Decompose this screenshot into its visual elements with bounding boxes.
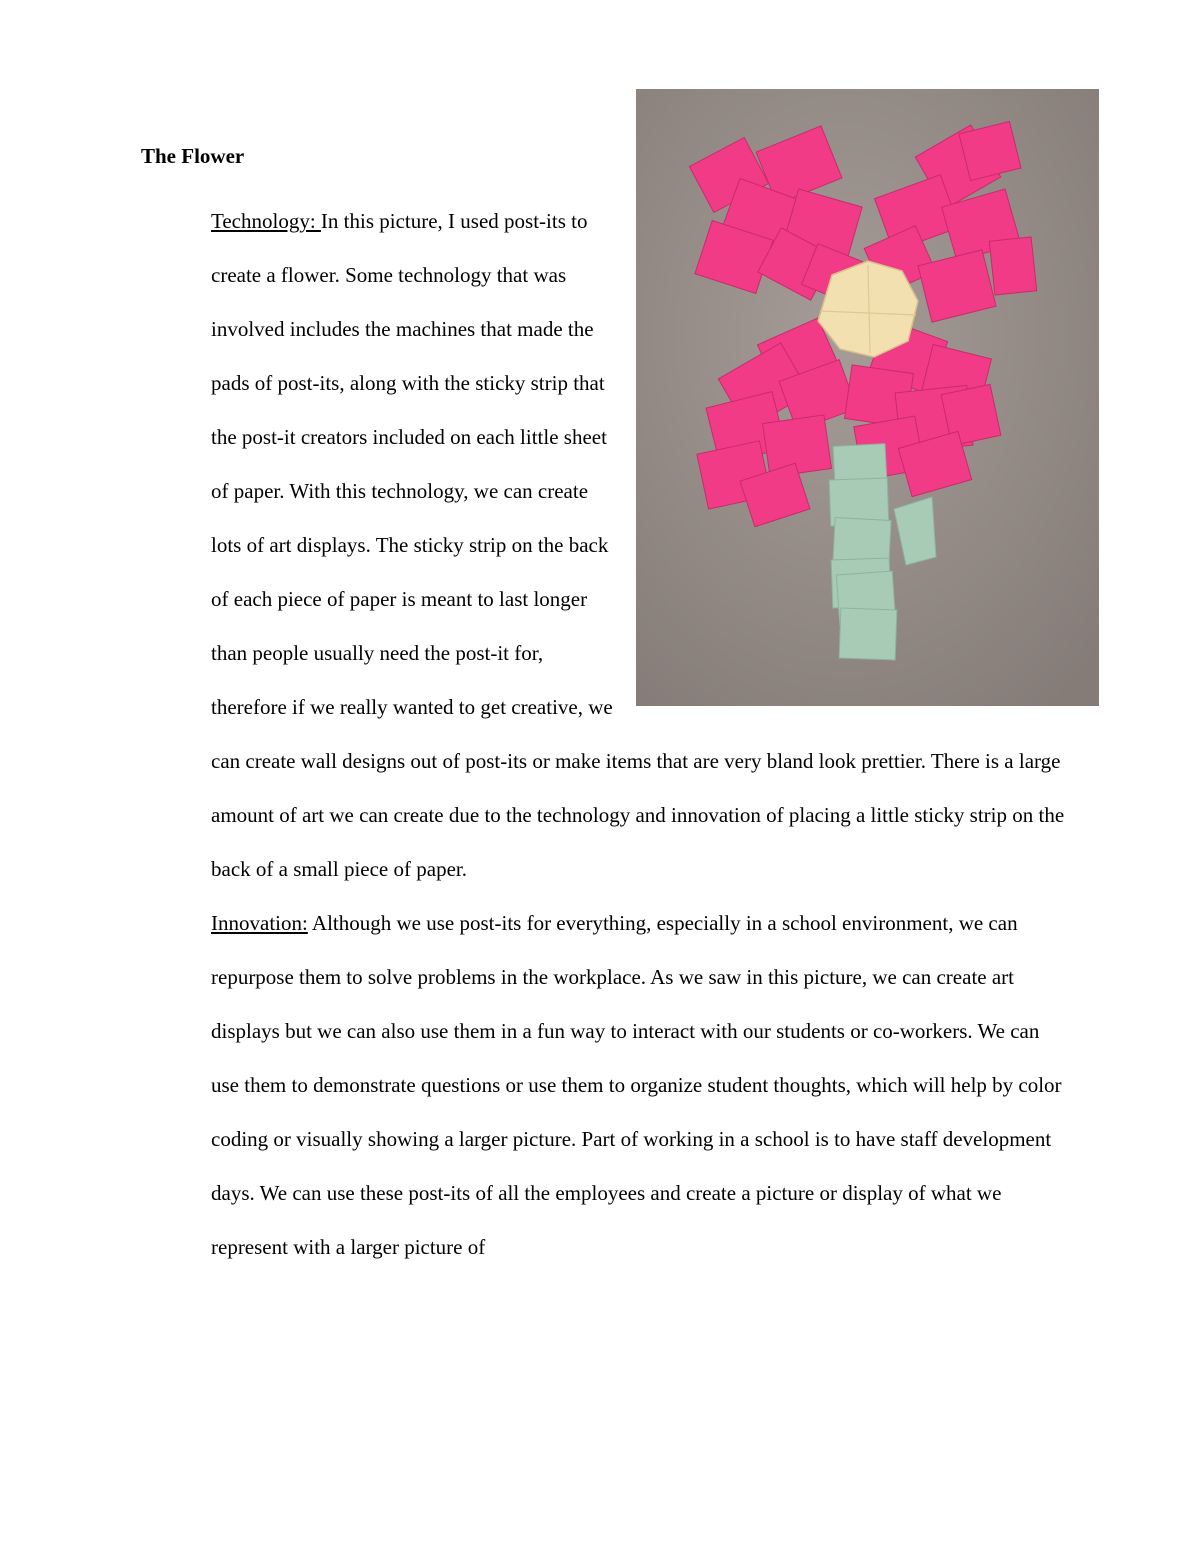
paragraph-text-technology: In this picture, I used post-its to create a flower. Some technology that was involved includes the machines that made the pads of post-its, along with the sticky strip that the post-it creators included on each little sheet of paper. With this technology, we can create lots of art displays. The sticky strip on the back of each piece of paper is meant to last longer than people usually need the post-it for, therefore if we really wanted to get creative, we can create wall designs out of post-its or make items that are very bland look prettier. There is a large amount of art we can create due to the technology and innovation of placing a little sticky strip on the back of a small piece of paper. (211, 209, 1065, 881)
paragraph-text-innovation: Although we use post-its for everything, especially in a school environment, we can repurpose them to solve problems in the workplace. As we saw in this picture, we can create art displays but we can also use them in a fun way to interact with our students or co-workers. We can use them to demonstrate questions or use them to organize student thoughts, which will help by color coding or visually showing a larger picture. Part of working in a school is to have staff development days. We can use these post-its of all the employees and create a picture or display of what we represent with a larger picture of (211, 911, 1062, 1259)
paragraph-lead-innovation: Innovation: (211, 911, 308, 935)
paragraph-lead-technology: Technology: (211, 209, 321, 233)
paragraph-innovation (211, 896, 1071, 1274)
page-title: The Flower (141, 144, 245, 168)
document-body (211, 194, 1071, 1274)
photo-wrap-spacer (618, 194, 1071, 710)
